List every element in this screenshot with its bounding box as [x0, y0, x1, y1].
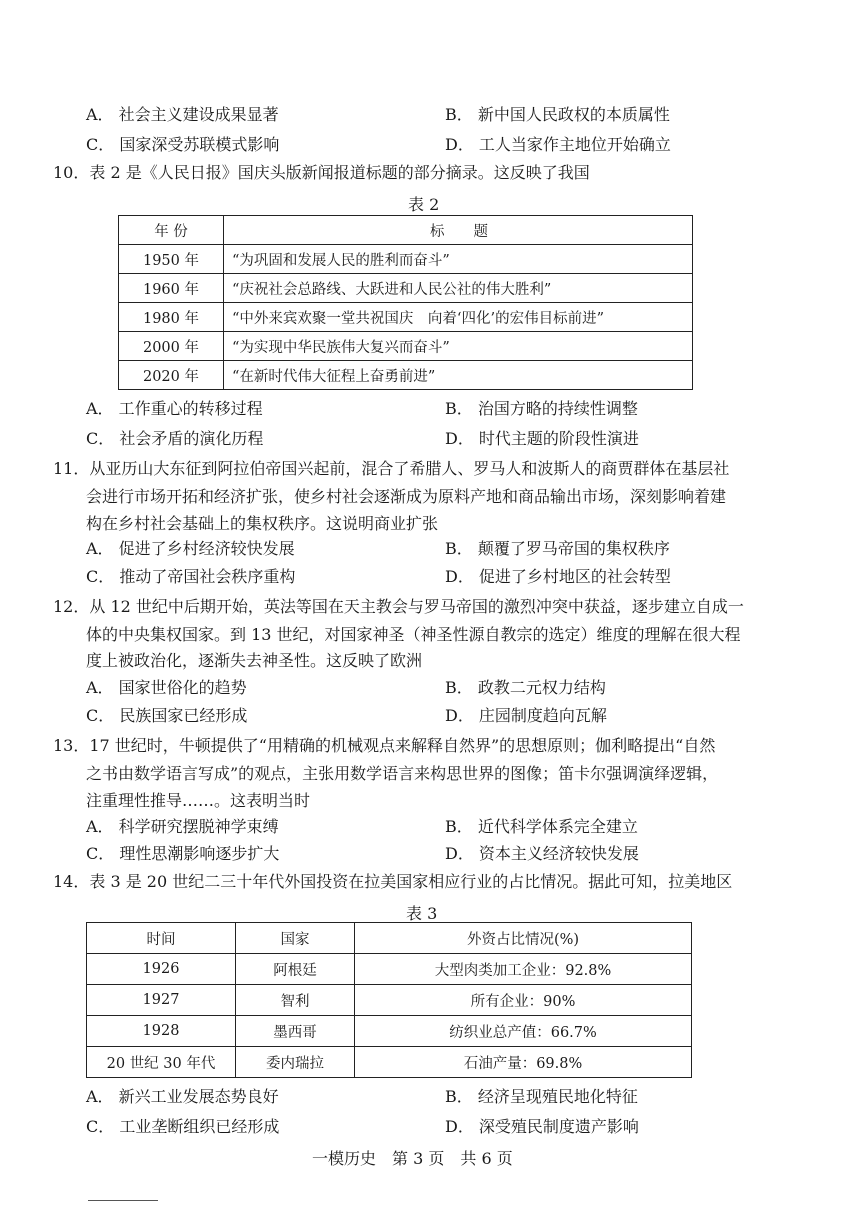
q13-option-b: B． 近代科学体系完全建立 [445, 817, 638, 836]
q14-option-c: C． 工业垄断组织已经形成 [86, 1117, 280, 1136]
q14-option-d: D． 深受殖民制度遗产影响 [445, 1117, 639, 1136]
q14-stem: 14．表 3 是 20 世纪二三十年代外国投资在拉美国家相应行业的占比情况。据此可知，拉美地区 [53, 872, 733, 891]
q13-option-d: D． 资本主义经济较快发展 [445, 844, 639, 863]
q12-option-b: B． 政教二元权力结构 [445, 678, 606, 697]
table-cell: 大型肉类加工企业：92.8% [355, 954, 692, 985]
q10-option-c: C． 社会矛盾的演化历程 [86, 429, 264, 448]
table-row [87, 1047, 692, 1078]
table-cell: “中外来宾欢聚一堂共祝国庆 向着‘四化’的宏伟目标前进” [224, 303, 693, 332]
table-3 [86, 922, 692, 1078]
q12-option-c: C． 民族国家已经形成 [86, 706, 248, 725]
table-2 [118, 215, 693, 390]
table-row [119, 361, 693, 390]
q10-option-d: D． 时代主题的阶段性演进 [445, 429, 639, 448]
table-header-cell: 年 份 [119, 216, 224, 245]
q10-option-a: A． 工作重心的转移过程 [86, 399, 263, 418]
q10-stem: 10．表 2 是《人民日报》国庆头版新闻报道标题的部分摘录。这反映了我国 [53, 163, 590, 182]
q11-stem-line: 11．从亚历山大东征到阿拉伯帝国兴起前，混合了希腊人、罗马人和波斯人的商贾群体在基层社 [53, 459, 730, 478]
scan-mark [88, 1200, 158, 1201]
table-row [87, 954, 692, 985]
q12-stem-line: 度上被政治化，逐渐失去神圣性。这反映了欧洲 [86, 651, 423, 670]
table-cell: 智利 [236, 985, 355, 1016]
q11-option-b: B． 颠覆了罗马帝国的集权秩序 [445, 539, 670, 558]
table-cell: 纺织业总产值：66.7% [355, 1016, 692, 1047]
table-row [119, 274, 693, 303]
q13-stem-line: 注重理性推导……。这表明当时 [86, 791, 311, 810]
table-cell: “为实现中华民族伟大复兴而奋斗” [224, 332, 693, 361]
table2-caption: 表 2 [408, 195, 440, 214]
table-row [119, 303, 693, 332]
table-cell: “在新时代伟大征程上奋勇前进” [224, 361, 693, 390]
q11-stem-line: 会进行市场开拓和经济扩张，使乡村社会逐渐成为原料产地和商品输出市场，深刻影响着建 [86, 487, 727, 506]
table-cell: 1960 年 [119, 274, 224, 303]
table-row [87, 985, 692, 1016]
q12-stem-line: 12．从 12 世纪中后期开始，英法等国在天主教会与罗马帝国的激烈冲突中获益，逐步建立自成一 [53, 597, 744, 616]
table-row [119, 245, 693, 274]
q11-option-a: A． 促进了乡村经济较快发展 [86, 539, 295, 558]
table-cell: 所有企业：90% [355, 985, 692, 1016]
table-row [87, 1016, 692, 1047]
table-cell: 阿根廷 [236, 954, 355, 985]
q12-option-a: A． 国家世俗化的趋势 [86, 678, 247, 697]
q13-option-c: C． 理性思潮影响逐步扩大 [86, 844, 280, 863]
q10-option-b: B． 治国方略的持续性调整 [445, 399, 638, 418]
q9-option-b: B． 新中国人民政权的本质属性 [445, 105, 670, 124]
q9-option-c: C． 国家深受苏联模式影响 [86, 135, 280, 154]
q13-stem-line: 13．17 世纪时，牛顿提供了“用精确的机械观点来解释自然界”的思想原则；伽利略提出“自然 [53, 736, 716, 755]
table-cell: 1927 [87, 985, 236, 1016]
table-cell: 20 世纪 30 年代 [87, 1047, 236, 1078]
page-footer: 一模历史 第 3 页 共 6 页 [312, 1149, 513, 1168]
table-header-cell: 国家 [236, 923, 355, 954]
q9-option-d: D． 工人当家作主地位开始确立 [445, 135, 671, 154]
table-cell: 1950 年 [119, 245, 224, 274]
table-cell: 2000 年 [119, 332, 224, 361]
q14-option-a: A． 新兴工业发展态势良好 [86, 1087, 279, 1106]
table-header-row [87, 923, 692, 954]
table-cell: 2020 年 [119, 361, 224, 390]
q9-option-a: A． 社会主义建设成果显著 [86, 105, 279, 124]
table-cell: 委内瑞拉 [236, 1047, 355, 1078]
table-header-cell: 外资占比情况(%) [355, 923, 692, 954]
q11-option-c: C． 推动了帝国社会秩序重构 [86, 567, 296, 586]
q12-option-d: D． 庄园制度趋向瓦解 [445, 706, 607, 725]
table-cell: “为巩固和发展人民的胜利而奋斗” [224, 245, 693, 274]
table-cell: 1926 [87, 954, 236, 985]
q11-stem-line: 构在乡村社会基础上的集权秩序。这说明商业扩张 [86, 514, 439, 533]
table3-caption: 表 3 [406, 904, 438, 923]
q12-stem-line: 体的中央集权国家。到 13 世纪，对国家神圣（神圣性源自教宗的选定）维度的理解在很大程 [86, 625, 741, 644]
q13-stem-line: 之书由数学语言写成”的观点，主张用数学语言来构思世界的图像；笛卡尔强调演绎逻辑， [86, 764, 719, 783]
q14-option-b: B． 经济呈现殖民地化特征 [445, 1087, 638, 1106]
q13-option-a: A． 科学研究摆脱神学束缚 [86, 817, 279, 836]
table-cell: 1928 [87, 1016, 236, 1047]
table-cell: 1980 年 [119, 303, 224, 332]
q11-option-d: D． 促进了乡村地区的社会转型 [445, 567, 671, 586]
table-cell: 墨西哥 [236, 1016, 355, 1047]
table-header-cell: 标 题 [224, 216, 693, 245]
table-row [119, 332, 693, 361]
table-cell: 石油产量：69.8% [355, 1047, 692, 1078]
table-header-cell: 时间 [87, 923, 236, 954]
table-header-row [119, 216, 693, 245]
table-cell: “庆祝社会总路线、大跃进和人民公社的伟大胜利” [224, 274, 693, 303]
